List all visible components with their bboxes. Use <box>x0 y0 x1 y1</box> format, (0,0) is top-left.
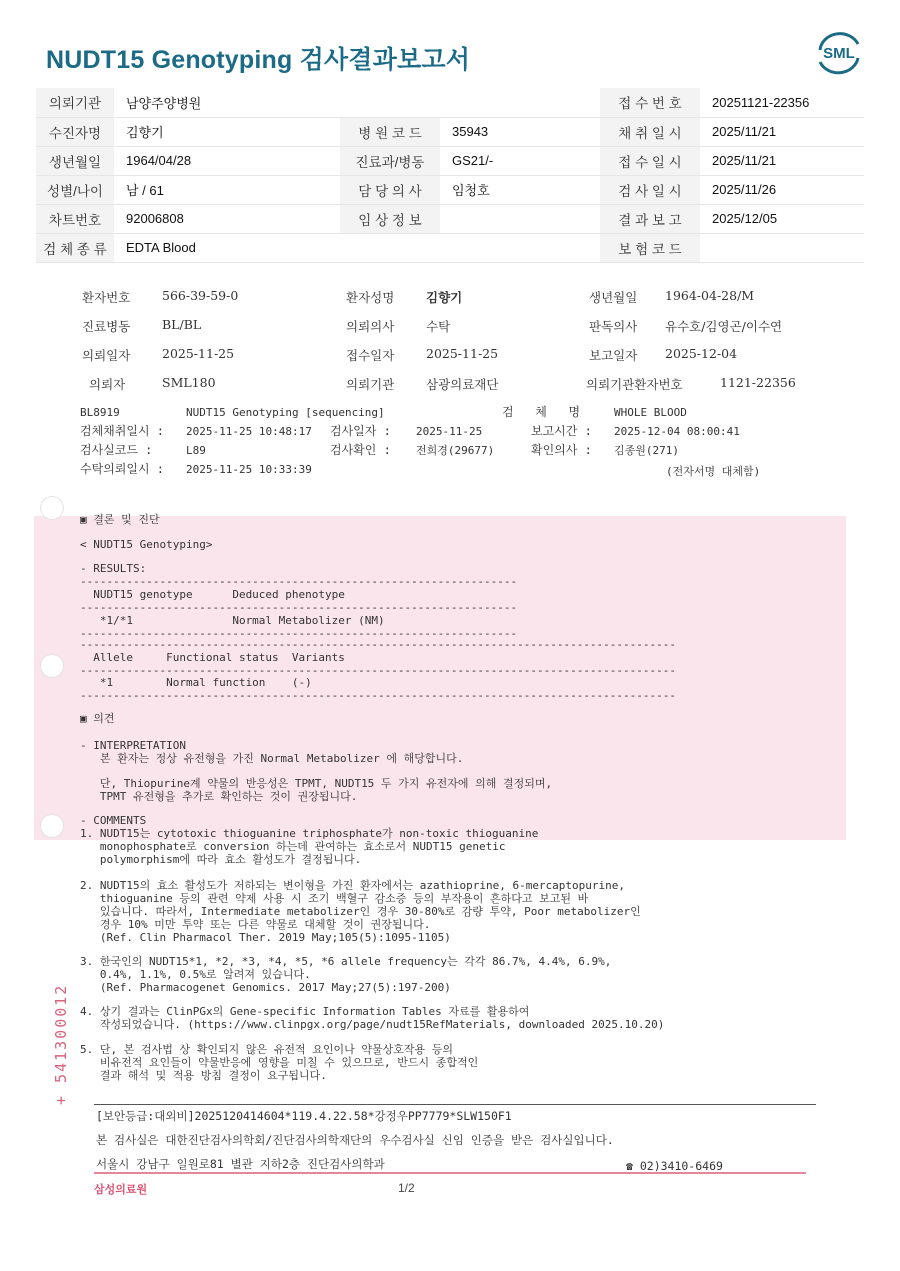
header-value: GS21/- <box>440 146 600 175</box>
footer-pink-rule <box>94 1172 806 1174</box>
report-line: Allele Functional status Variants <box>80 651 345 664</box>
test-code: BL8919 <box>80 406 120 419</box>
header-row-4 <box>36 175 864 204</box>
specimen-label: 검 체 명 <box>502 405 581 419</box>
header-label: 차트번호 <box>36 204 114 233</box>
hospital-name: 삼성의료원 <box>94 1183 148 1196</box>
test-info-value: 2025-12-04 08:00:41 <box>614 425 740 438</box>
report-line: *1 Normal function (-) <box>80 676 312 689</box>
report-divider: ------------------------------------------------------------------------------------------ <box>80 689 677 702</box>
report-line: 본 환자는 정상 유전형을 가진 Normal Metabolizer 에 해당합니다. <box>80 752 464 765</box>
patient-label: 의뢰자 <box>89 377 126 392</box>
report-line: 있습니다. 따라서, Intermediate metabolizer인 경우 30-80%로 감량 투약, Poor metabolizer인 <box>80 905 641 918</box>
header-value <box>700 233 864 262</box>
header-value: 2025/12/05 <box>700 204 864 233</box>
binder-hole <box>40 496 64 520</box>
signature-note: (전자서명 대체함) <box>666 465 761 478</box>
report-divider: ------------------------------------------------------------------------------------------ <box>80 638 677 651</box>
test-name: NUDT15 Genotyping [sequencing] <box>186 406 385 419</box>
test-info-label: 검사확인 : <box>330 443 391 457</box>
report-line: thioguanine 등의 관련 약제 사용 시 조기 백혈구 감소증 등의 부작용이 흔하다고 보고된 바 <box>80 892 589 905</box>
report-divider: ------------------------------------------------------------------ <box>80 601 518 614</box>
header-label: 병 원 코 드 <box>340 117 440 146</box>
header-label: 담 당 의 사 <box>340 175 440 204</box>
report-line: - RESULTS: <box>80 562 147 575</box>
test-info-label: 검사일자 : <box>330 424 391 438</box>
header-label: 진료과/병동 <box>340 146 440 175</box>
specimen-value: WHOLE BLOOD <box>614 406 687 419</box>
patient-value: 삼광의료재단 <box>426 377 499 392</box>
report-divider: ------------------------------------------------------------------------------------------ <box>80 664 677 677</box>
report-line: TPMT 유전형을 추가로 확인하는 것이 권장됩니다. <box>80 790 358 803</box>
report-line: - INTERPRETATION <box>80 739 186 752</box>
barcode-text: + 541300012 <box>52 983 70 1105</box>
report-line: 5. 단, 본 검사법 상 확인되지 않은 유전적 요인이나 약물상호작용 등의 <box>80 1043 453 1056</box>
header-row-1 <box>36 88 864 117</box>
report-line: (Ref. Clin Pharmacol Ther. 2019 May;105(5):1095-1105) <box>80 931 451 944</box>
header-empty <box>440 233 600 262</box>
header-value: 2025/11/21 <box>700 117 864 146</box>
header-value: 2025/11/26 <box>700 175 864 204</box>
report-line: 2. NUDT15의 효소 활성도가 저하되는 변이형을 가진 환자에서는 azathioprine, 6-mercaptopurine, <box>80 879 626 892</box>
header-value: 김향기 <box>114 117 340 146</box>
header-empty <box>340 88 440 117</box>
header-empty <box>340 233 440 262</box>
header-label: 접 수 일 시 <box>600 146 700 175</box>
footer-rule <box>94 1104 816 1105</box>
header-label: 결 과 보 고 <box>600 204 700 233</box>
header-label: 의뢰기관 <box>36 88 114 117</box>
patient-label: 보고일자 <box>589 348 638 363</box>
certification-line: 본 검사실은 대한진단검사의학회/진단검사의학재단의 우수검사실 신임 인증을 받은 검사실입니다. <box>96 1133 614 1147</box>
patient-value: 1964-04-28/M <box>665 288 755 303</box>
address-line: 서울시 강남구 일원로81 별관 지하2층 진단검사의학과 <box>96 1157 385 1171</box>
header-row-2 <box>36 117 864 146</box>
header-value: 35943 <box>440 117 600 146</box>
patient-value: 김향기 <box>426 290 463 305</box>
report-line: 4. 상기 결과는 ClinPGx의 Gene-specific Information Tables 자료를 활용하여 <box>80 1005 530 1018</box>
report-line: 단, Thiopurine계 약물의 반응성은 TPMT, NUDT15 두 가지 유전자에 의해 결정되며, <box>80 777 553 790</box>
patient-label: 진료병동 <box>82 319 131 334</box>
patient-label: 의뢰의사 <box>346 319 395 334</box>
header-empty <box>440 88 600 117</box>
page-number: 1/2 <box>398 1181 415 1195</box>
patient-value: 2025-11-25 <box>162 346 235 361</box>
report-title: NUDT15 Genotyping 검사결과보고서 <box>46 46 471 74</box>
patient-value: 유수호/김영곤/이수연 <box>665 319 783 334</box>
test-info-label: 확인의사 : <box>531 443 592 457</box>
header-label: 채 취 일 시 <box>600 117 700 146</box>
report-line: (Ref. Pharmacogenet Genomics. 2017 May;27(5):197-200) <box>80 981 451 994</box>
report-line: NUDT15 genotype Deduced phenotype <box>80 588 345 601</box>
patient-value: 2025-12-04 <box>665 346 738 361</box>
section-opinion-heading: ▣ 의견 <box>80 712 115 725</box>
header-table <box>36 88 864 263</box>
patient-label: 환자번호 <box>82 290 131 305</box>
report-divider: ------------------------------------------------------------------ <box>80 575 518 588</box>
header-label: 임 상 정 보 <box>340 204 440 233</box>
test-info-label: 검체채취일시 : <box>80 424 165 438</box>
patient-value: 수탁 <box>426 319 451 334</box>
patient-label: 의뢰기관환자번호 <box>586 377 683 392</box>
patient-label: 의뢰기관 <box>346 377 395 392</box>
header-value: 1964/04/28 <box>114 146 340 175</box>
logo-text: SML <box>823 45 855 62</box>
test-info-value: 전희경(29677) <box>416 444 495 457</box>
header-value: 남 / 61 <box>114 175 340 204</box>
patient-label: 의뢰일자 <box>82 348 131 363</box>
patient-value: 566-39-59-0 <box>162 288 239 303</box>
report-line: 작성되었습니다. (https://www.clinpgx.org/page/nudt15RefMaterials, downloaded 2025.10.20) <box>80 1018 665 1031</box>
report-line: 3. 한국인의 NUDT15*1, *2, *3, *4, *5, *6 allele frequency는 각각 86.7%, 4.4%, 6.9%, <box>80 955 612 968</box>
report-line: monophosphate로 conversion 하는데 관여하는 효소로서 NUDT15 genetic <box>80 840 506 853</box>
report-line: 비유전적 요인들이 약물반응에 영향을 미칠 수 있으므로, 반드시 종합적인 <box>80 1056 479 1069</box>
header-label: 검 체 종 류 <box>36 233 114 262</box>
report-line: 결과 해석 및 적용 방침 결정이 요구됩니다. <box>80 1069 327 1082</box>
header-value: 남양주양병원 <box>114 88 340 117</box>
header-label: 성별/나이 <box>36 175 114 204</box>
report-line: 경우 10% 미만 투약 또는 다른 약물로 대체할 것이 권장됩니다. <box>80 918 431 931</box>
phone-line: ☎ 02)3410-6469 <box>626 1159 723 1173</box>
test-info-label: 수탁의뢰일시 : <box>80 462 165 476</box>
header-row-3 <box>36 146 864 175</box>
header-row-5 <box>36 204 864 233</box>
test-info-value: L89 <box>186 444 206 457</box>
header-row-6 <box>36 233 864 262</box>
patient-label: 환자성명 <box>346 290 395 305</box>
section-conclusion-heading: ▣ 결론 및 진단 <box>80 513 160 526</box>
test-info-label: 보고시간 : <box>531 424 592 438</box>
test-info-value: 2025-11-25 10:48:17 <box>186 425 312 438</box>
test-info-value: 김종원(271) <box>614 444 679 457</box>
test-info-value: 2025-11-25 <box>416 425 483 438</box>
report-line: - COMMENTS <box>80 814 147 827</box>
report-line: 0.4%, 1.1%, 0.5%로 알려져 있습니다. <box>80 968 311 981</box>
patient-label: 생년월일 <box>589 290 638 305</box>
header-value: EDTA Blood <box>114 233 340 262</box>
patient-value: SML180 <box>162 375 216 390</box>
report-line: polymorphism에 따라 효소 활성도가 결정됩니다. <box>80 853 362 866</box>
header-label: 접 수 번 호 <box>600 88 700 117</box>
header-value: 92006808 <box>114 204 340 233</box>
header-label: 생년월일 <box>36 146 114 175</box>
patient-label: 접수일자 <box>346 348 395 363</box>
barcode-number <box>52 985 70 1105</box>
report-line: < NUDT15 Genotyping> <box>80 538 213 551</box>
patient-value: BL/BL <box>162 317 202 332</box>
binder-hole <box>40 654 64 678</box>
test-info-label: 검사실코드 : <box>80 443 153 457</box>
patient-label: 판독의사 <box>589 319 638 334</box>
patient-value: 1121-22356 <box>720 375 796 390</box>
test-info-value: 2025-11-25 10:33:39 <box>186 463 312 476</box>
report-line: 1. NUDT15는 cytotoxic thioguanine triphosphate가 non-toxic thioguanine <box>80 827 539 840</box>
report-divider: ------------------------------------------------------------------ <box>80 627 518 640</box>
header-label: 보 험 코 드 <box>600 233 700 262</box>
header-value <box>440 204 600 233</box>
header-value: 2025/11/21 <box>700 146 864 175</box>
header-value: 20251121-22356 <box>700 88 864 117</box>
sml-logo-icon <box>814 30 864 76</box>
header-label: 수진자명 <box>36 117 114 146</box>
header-value: 임청호 <box>440 175 600 204</box>
security-line: [보안등급:대외비]2025120414604*119.4.22.58*강정우PP7779*SLW150F1 <box>96 1109 512 1123</box>
patient-value: 2025-11-25 <box>426 346 499 361</box>
report-line: *1/*1 Normal Metabolizer (NM) <box>80 614 385 627</box>
header-label: 검 사 일 시 <box>600 175 700 204</box>
binder-hole <box>40 814 64 838</box>
